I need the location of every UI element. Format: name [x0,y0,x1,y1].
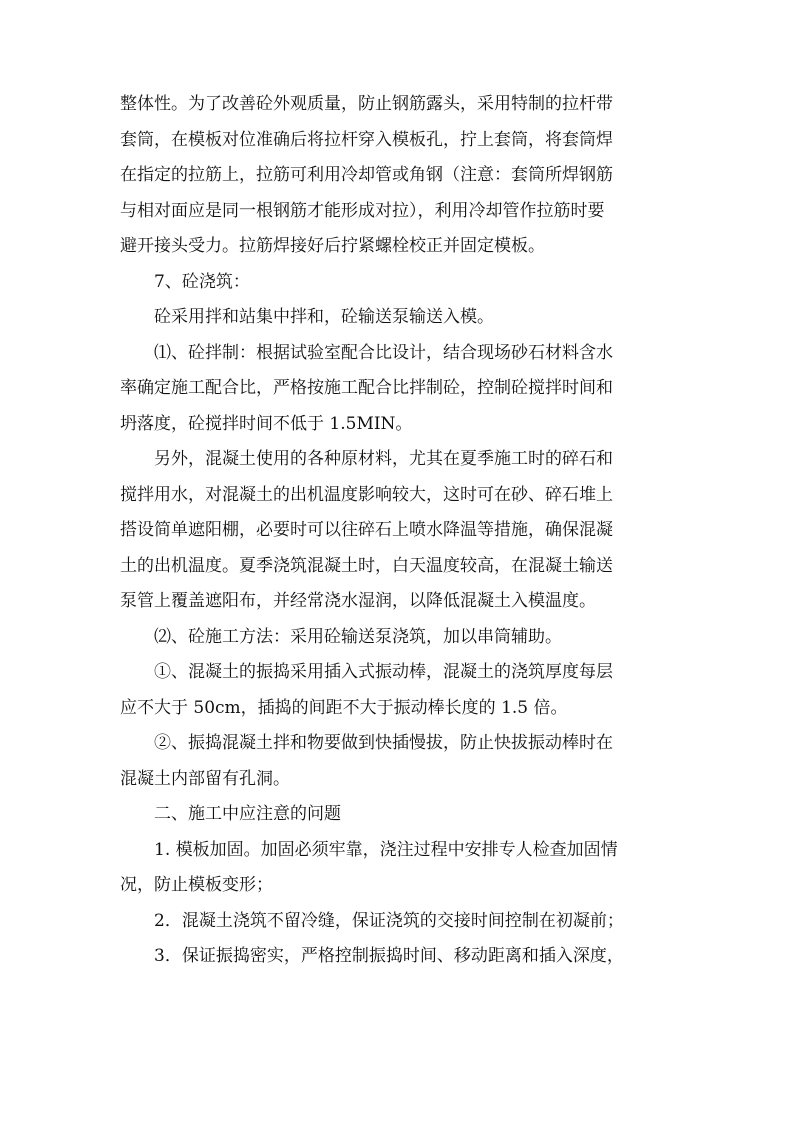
text-line: 率确定施工配合比，严格按施工配合比拌制砼，控制砼搅拌时间和 [120,378,613,398]
text-line: ①、混凝土的振捣采用插入式振动棒，混凝土的浇筑厚度每层 [154,662,613,682]
paragraph-vibration-1 [120,655,680,726]
text-line: 1. 模板加固。加固必须牢靠，浇注过程中安排专人检查加固情 [154,839,618,860]
text-line: 土的出机温度。夏季浇筑混凝土时，白天温度较高，在混凝土输送 [120,555,613,576]
document-body [120,87,680,975]
text-line: 混凝土内部留有孔洞。 [120,768,290,789]
text-line: ⑴、砼拌制：根据试验室配合比设计，结合现场砂石材料含水 [154,342,613,363]
paragraph-issue-1 [120,833,680,904]
paragraph-template-reinforcement [120,87,680,265]
paragraph-construction-method [120,620,680,656]
paragraph-temperature-control [120,442,680,620]
text-line: 应不大于 50cm，插捣的间距不大于振动棒长度的 1.5 倍。 [120,697,568,718]
text-line: 坍落度，砼搅拌时间不低于 1.5MIN。 [120,413,413,434]
text-line: 与相对面应是同一根钢筋才能形成对拉），利用冷却管作拉筋时要 [120,200,605,221]
paragraph-issue-3 [120,939,680,975]
text-line: 况，防止模板变形； [120,875,273,895]
paragraph-vibration-2 [120,726,680,797]
text-line: 2．混凝土浇筑不留冷缝，保证浇筑的交接时间控制在初凝前； [154,910,624,931]
text-line: 避开接头受力。拉筋焊接好后拧紧螺栓校正并固定模板。 [120,236,545,256]
text-line: 套筒，在模板对位准确后将拉杆穿入模板孔，拧上套筒，将套筒焊 [120,129,613,150]
text-line: 搭设简单遮阳棚，必要时可以往碎石上喷水降温等措施，确保混凝 [120,520,613,540]
paragraph-mixing-control [120,336,680,443]
text-line: 泵管上覆盖遮阳布，并经常浇水湿润，以降低混凝土入模温度。 [120,591,596,611]
text-line: 在指定的拉筋上，拉筋可利用冷却管或角钢（注意：套筒所焊钢筋 [120,165,613,185]
text-line: 另外，混凝土使用的各种原材料，尤其在夏季施工时的碎石和 [154,449,613,469]
section-heading-pouring [120,265,680,301]
text-line: 3．保证振捣密实，严格控制振捣时间、移动距离和插入深度， [154,946,624,966]
text-line: ②、振捣混凝土拌和物要做到快插慢拔，防止快拔振动棒时在 [154,733,613,753]
section-heading-issues [120,797,680,833]
text-line: 砼采用拌和站集中拌和，砼输送泵输送入模。 [154,307,494,327]
text-line: 7、砼浇筑： [154,271,250,292]
text-line: 搅拌用水，对混凝土的出机温度影响较大，这时可在砂、碎石堆上 [120,484,613,505]
text-line: 二、施工中应注意的问题 [154,804,341,824]
text-line: 整体性。为了改善砼外观质量，防止钢筋露头，采用特制的拉杆带 [120,94,613,114]
text-line: ⑵、砼施工方法：采用砼输送泵浇筑，加以串筒辅助。 [154,626,562,647]
paragraph-issue-2 [120,904,680,940]
paragraph-mixing-station [120,300,680,336]
